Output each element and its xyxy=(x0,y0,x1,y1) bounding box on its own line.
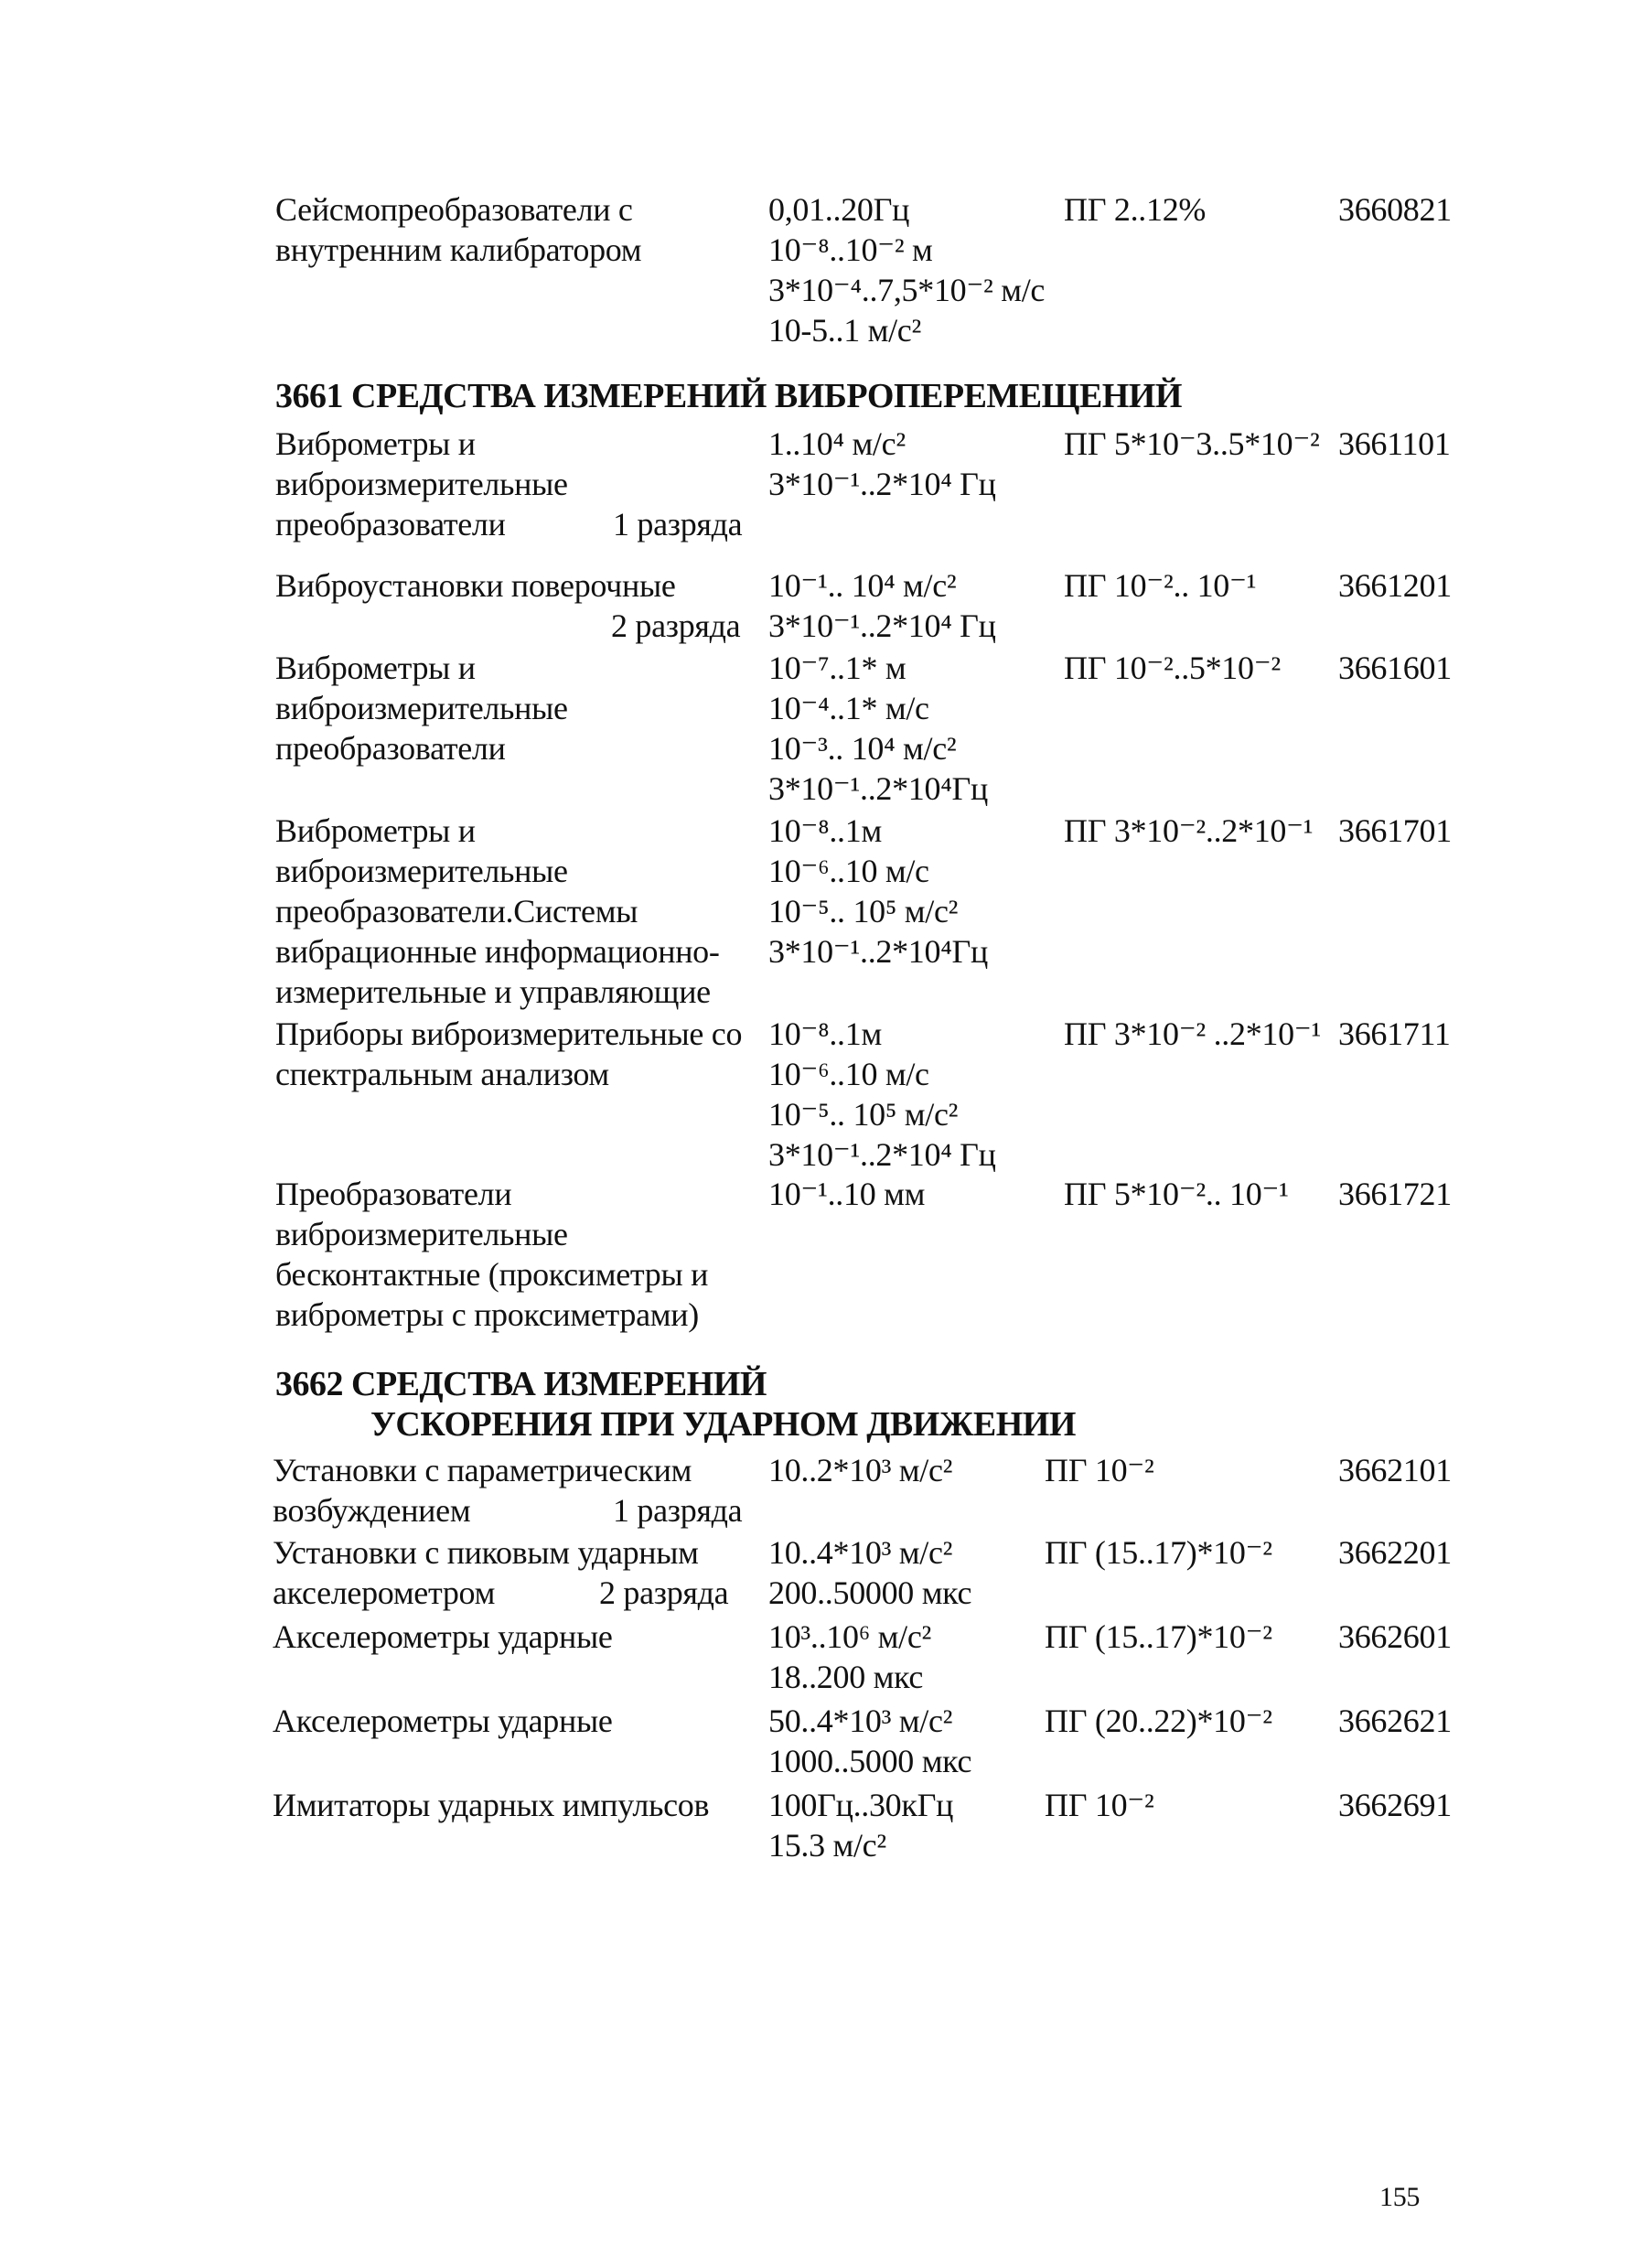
entry-range-line: 3*10⁻¹..2*10⁴Гц xyxy=(768,933,988,970)
entry-range-line: 10..4*10³ м/с² xyxy=(768,1534,953,1571)
entry-code: 3660821 xyxy=(1338,191,1452,228)
entry-rank: 2 разряда xyxy=(611,607,741,644)
entry-range-line: 1..10⁴ м/с² xyxy=(768,425,906,462)
entry-name-line: виброметры с проксиметрами) xyxy=(275,1296,699,1333)
entry-accuracy: ПГ (20..22)*10⁻² xyxy=(1045,1703,1272,1739)
section-heading: 3662 СРЕДСТВА ИЗМЕРЕНИЙ xyxy=(275,1365,767,1403)
entry-range-line: 10³..10⁶ м/с² xyxy=(768,1618,931,1655)
entry-accuracy: ПГ 2..12% xyxy=(1064,191,1207,228)
entry-name-line: акселерометром xyxy=(273,1574,496,1611)
entry-accuracy: ПГ 10⁻² xyxy=(1045,1787,1154,1823)
entry-code: 3661601 xyxy=(1338,650,1452,686)
entry-range-line: 10⁻⁷..1* м xyxy=(768,650,906,686)
entry-accuracy: ПГ (15..17)*10⁻² xyxy=(1045,1534,1272,1571)
entry-range-line: 100Гц..30кГц xyxy=(768,1787,954,1823)
entry-accuracy: ПГ 5*10⁻3..5*10⁻² xyxy=(1064,425,1320,462)
entry-code: 3661721 xyxy=(1338,1176,1452,1212)
entry-name-line: Сейсмопреобразователи с xyxy=(275,191,633,228)
entry-code: 3662601 xyxy=(1338,1618,1452,1655)
entry-range-line: 3*10⁻¹..2*10⁴Гц xyxy=(768,770,988,807)
entry-code: 3661201 xyxy=(1338,567,1452,604)
entry-accuracy: ПГ 3*10⁻² ..2*10⁻¹ xyxy=(1064,1015,1322,1052)
section-heading: 3661 СРЕДСТВА ИЗМЕРЕНИЙ ВИБРОПЕРЕМЕЩЕНИЙ xyxy=(275,377,1182,415)
entry-name-line: спектральным анализом xyxy=(275,1056,609,1092)
entry-range-line: 10⁻⁵.. 10⁵ м/с² xyxy=(768,1096,959,1133)
entry-name-line: Установки с пиковым ударным xyxy=(273,1534,699,1571)
entry-accuracy: ПГ 5*10⁻².. 10⁻¹ xyxy=(1064,1176,1289,1212)
entry-accuracy: ПГ 3*10⁻²..2*10⁻¹ xyxy=(1064,812,1314,849)
entry-code: 3661101 xyxy=(1338,425,1451,462)
entry-range-line: 15.3 м/с² xyxy=(768,1827,886,1864)
entry-name-line: вибрационные информационно- xyxy=(275,933,720,970)
entry-range-line: 0,01..20Гц xyxy=(768,191,910,228)
entry-range-line: 3*10⁻¹..2*10⁴ Гц xyxy=(768,466,996,502)
entry-rank: 1 разряда xyxy=(613,1492,743,1529)
entry-code: 3662201 xyxy=(1338,1534,1452,1571)
entry-name-line: Приборы виброизмерительные со xyxy=(275,1015,743,1052)
entry-name-line: виброизмерительные xyxy=(275,466,568,502)
entry-name-line: Виброметры и xyxy=(275,425,476,462)
entry-code: 3661711 xyxy=(1338,1015,1451,1052)
entry-name-line: виброизмерительные xyxy=(275,1216,568,1252)
entry-accuracy: ПГ 10⁻² xyxy=(1045,1452,1154,1488)
entry-code: 3662101 xyxy=(1338,1452,1452,1488)
entry-name-line: Виброметры и xyxy=(275,812,476,849)
entry-accuracy: ПГ 10⁻².. 10⁻¹ xyxy=(1064,567,1257,604)
entry-range-line: 10⁻⁸..1м xyxy=(768,812,882,849)
entry-range-line: 10⁻⁵.. 10⁵ м/с² xyxy=(768,893,959,929)
entry-range-line: 3*10⁻¹..2*10⁴ Гц xyxy=(768,1136,996,1173)
entry-range-line: 18..200 мкс xyxy=(768,1659,924,1695)
entry-range-line: 10⁻⁸..10⁻² м xyxy=(768,231,933,268)
entry-range-line: 10⁻¹..10 мм xyxy=(768,1176,926,1212)
entry-rank: 2 разряда xyxy=(599,1574,729,1611)
entry-range-line: 10⁻¹.. 10⁴ м/с² xyxy=(768,567,957,604)
section-heading: УСКОРЕНИЯ ПРИ УДАРНОМ ДВИЖЕНИИ xyxy=(370,1405,1076,1444)
entry-name-line: внутренним калибратором xyxy=(275,231,642,268)
entry-range-line: 200..50000 мкс xyxy=(768,1574,972,1611)
entry-name-line: Виброметры и xyxy=(275,650,476,686)
entry-name-line: Акселерометры ударные xyxy=(273,1618,613,1655)
entry-name-line: виброизмерительные xyxy=(275,690,568,726)
entry-name-line: Преобразователи xyxy=(275,1176,512,1212)
entry-name-line: преобразователи xyxy=(275,506,506,543)
entry-range-line: 10⁻³.. 10⁴ м/с² xyxy=(768,730,957,767)
entry-range-line: 10⁻⁸..1м xyxy=(768,1015,882,1052)
entry-name-line: преобразователи.Системы xyxy=(275,893,638,929)
entry-rank: 1 разряда xyxy=(613,506,743,543)
entry-range-line: 3*10⁻¹..2*10⁴ Гц xyxy=(768,607,996,644)
entry-range-line: 10..2*10³ м/с² xyxy=(768,1452,953,1488)
page-number: 155 xyxy=(1379,2182,1421,2212)
entry-range-line: 10⁻⁶..10 м/с xyxy=(768,853,929,889)
entry-range-line: 10⁻⁶..10 м/с xyxy=(768,1056,929,1092)
entry-accuracy: ПГ 10⁻²..5*10⁻² xyxy=(1064,650,1281,686)
entry-name-line: Акселерометры ударные xyxy=(273,1703,613,1739)
entry-code: 3661701 xyxy=(1338,812,1452,849)
entry-range-line: 50..4*10³ м/с² xyxy=(768,1703,953,1739)
entry-code: 3662621 xyxy=(1338,1703,1452,1739)
entry-name-line: Установки с параметрическим xyxy=(273,1452,692,1488)
entry-name-line: виброизмерительные xyxy=(275,853,568,889)
entry-name-line: Виброустановки поверочные xyxy=(275,567,676,604)
entry-range-line: 3*10⁻⁴..7,5*10⁻² м/с xyxy=(768,272,1046,308)
entry-name-line: возбуждением xyxy=(273,1492,471,1529)
entry-name-line: Имитаторы ударных импульсов xyxy=(273,1787,710,1823)
entry-name-line: преобразователи xyxy=(275,730,506,767)
entry-range-line: 1000..5000 мкс xyxy=(768,1743,972,1779)
entry-name-line: измерительные и управляющие xyxy=(275,973,711,1010)
entry-name-line: бесконтактные (проксиметры и xyxy=(275,1256,709,1293)
entry-code: 3662691 xyxy=(1338,1787,1452,1823)
entry-accuracy: ПГ (15..17)*10⁻² xyxy=(1045,1618,1272,1655)
entry-range-line: 10-5..1 м/с² xyxy=(768,312,921,349)
entry-range-line: 10⁻⁴..1* м/с xyxy=(768,690,929,726)
